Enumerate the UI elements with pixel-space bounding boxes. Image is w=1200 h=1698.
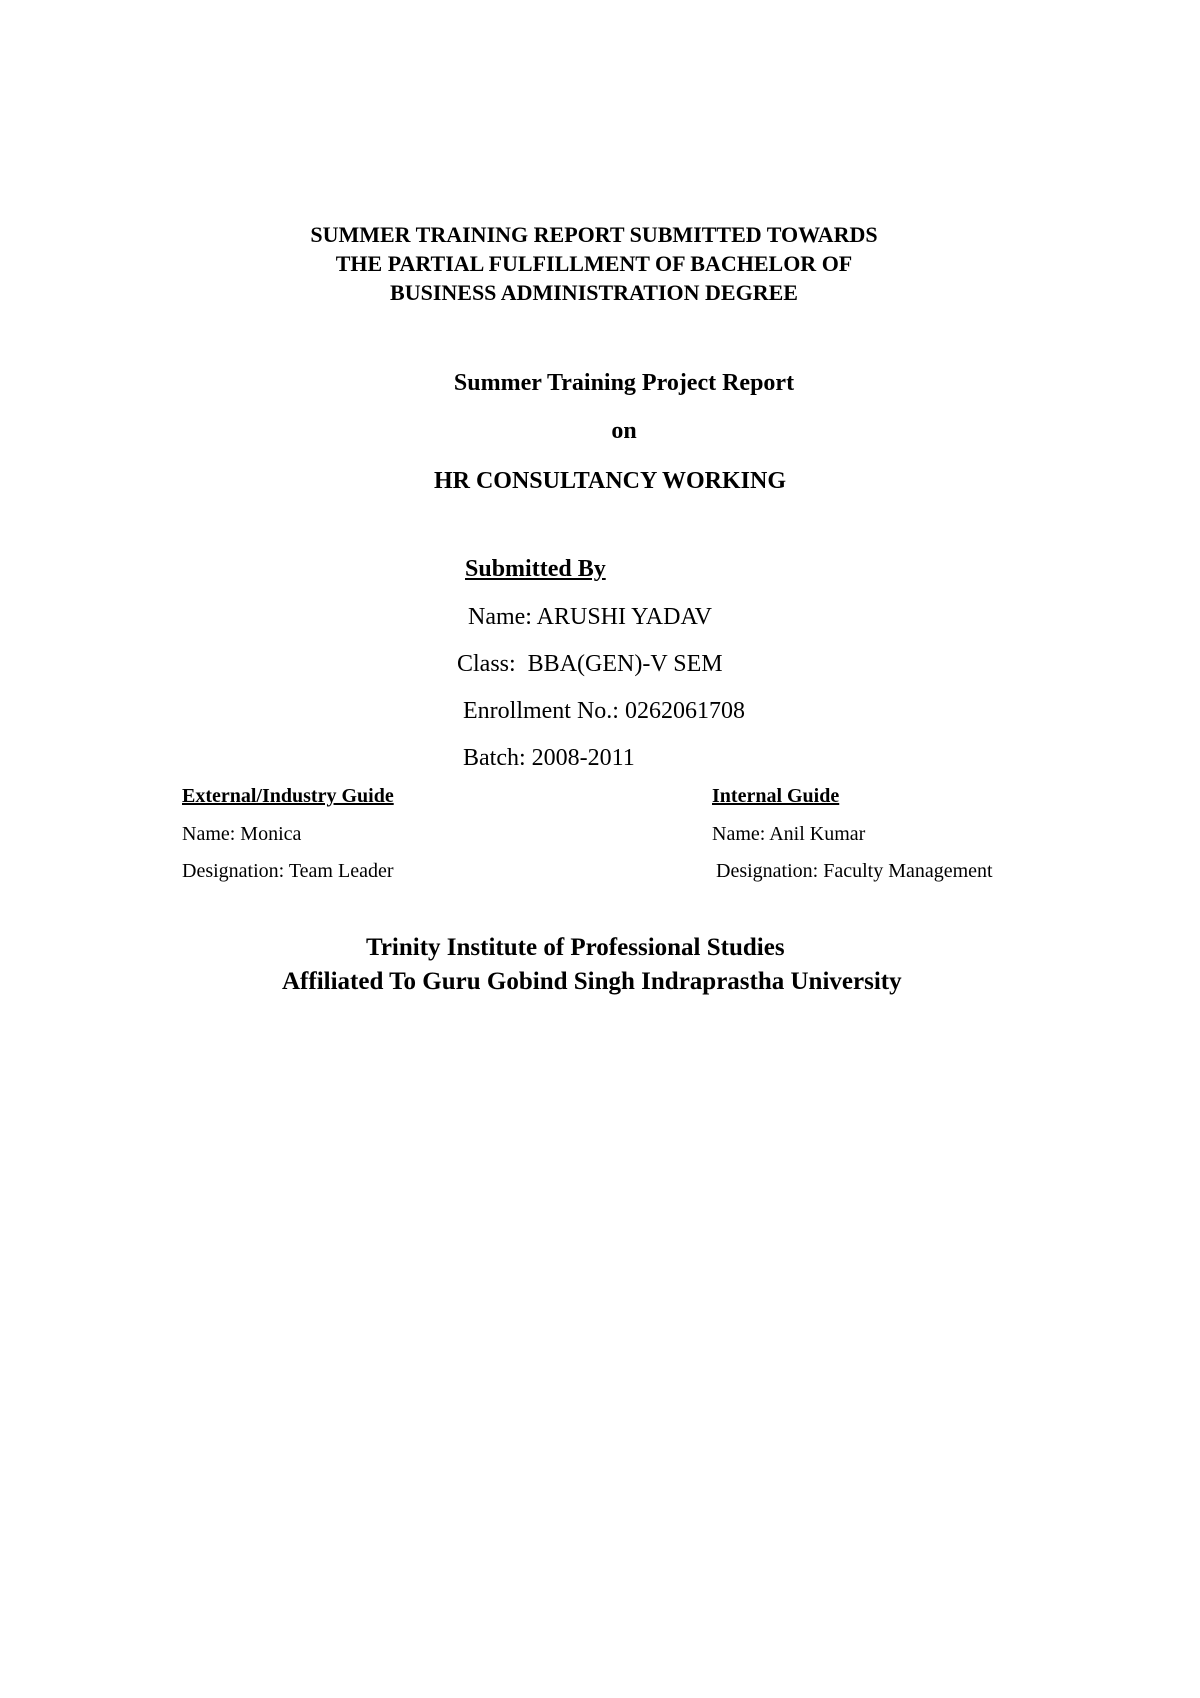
student-batch: Batch: 2008-2011 xyxy=(463,745,635,771)
student-enrollment: Enrollment No.: 0262061708 xyxy=(463,698,745,724)
internal-guide-heading: Internal Guide xyxy=(712,785,840,807)
report-connector: on xyxy=(611,418,637,444)
submitted-by-heading: Submitted By xyxy=(465,556,606,582)
institute-affiliation: Affiliated To Guru Gobind Singh Indraprastha University xyxy=(282,968,902,995)
external-guide-name: Name: Monica xyxy=(182,823,302,845)
degree-heading-line-3: BUSINESS ADMINISTRATION DEGREE xyxy=(390,280,798,305)
degree-heading xyxy=(0,220,1200,307)
internal-guide-name: Name: Anil Kumar xyxy=(712,823,866,845)
external-guide-heading: External/Industry Guide xyxy=(182,785,394,807)
report-type-title: Summer Training Project Report xyxy=(453,370,795,396)
student-name: Name: ARUSHI YADAV xyxy=(468,604,713,630)
degree-heading-line-1: SUMMER TRAINING REPORT SUBMITTED TOWARDS xyxy=(310,222,878,247)
institute-name: Trinity Institute of Professional Studies xyxy=(366,934,785,961)
report-topic: HR CONSULTANCY WORKING xyxy=(433,468,787,494)
student-class: Class: BBA(GEN)-V SEM xyxy=(457,651,723,677)
internal-guide-designation: Designation: Faculty Management xyxy=(716,860,993,882)
degree-heading-line-2: THE PARTIAL FULFILLMENT OF BACHELOR OF xyxy=(335,251,853,276)
external-guide-designation: Designation: Team Leader xyxy=(182,860,394,882)
